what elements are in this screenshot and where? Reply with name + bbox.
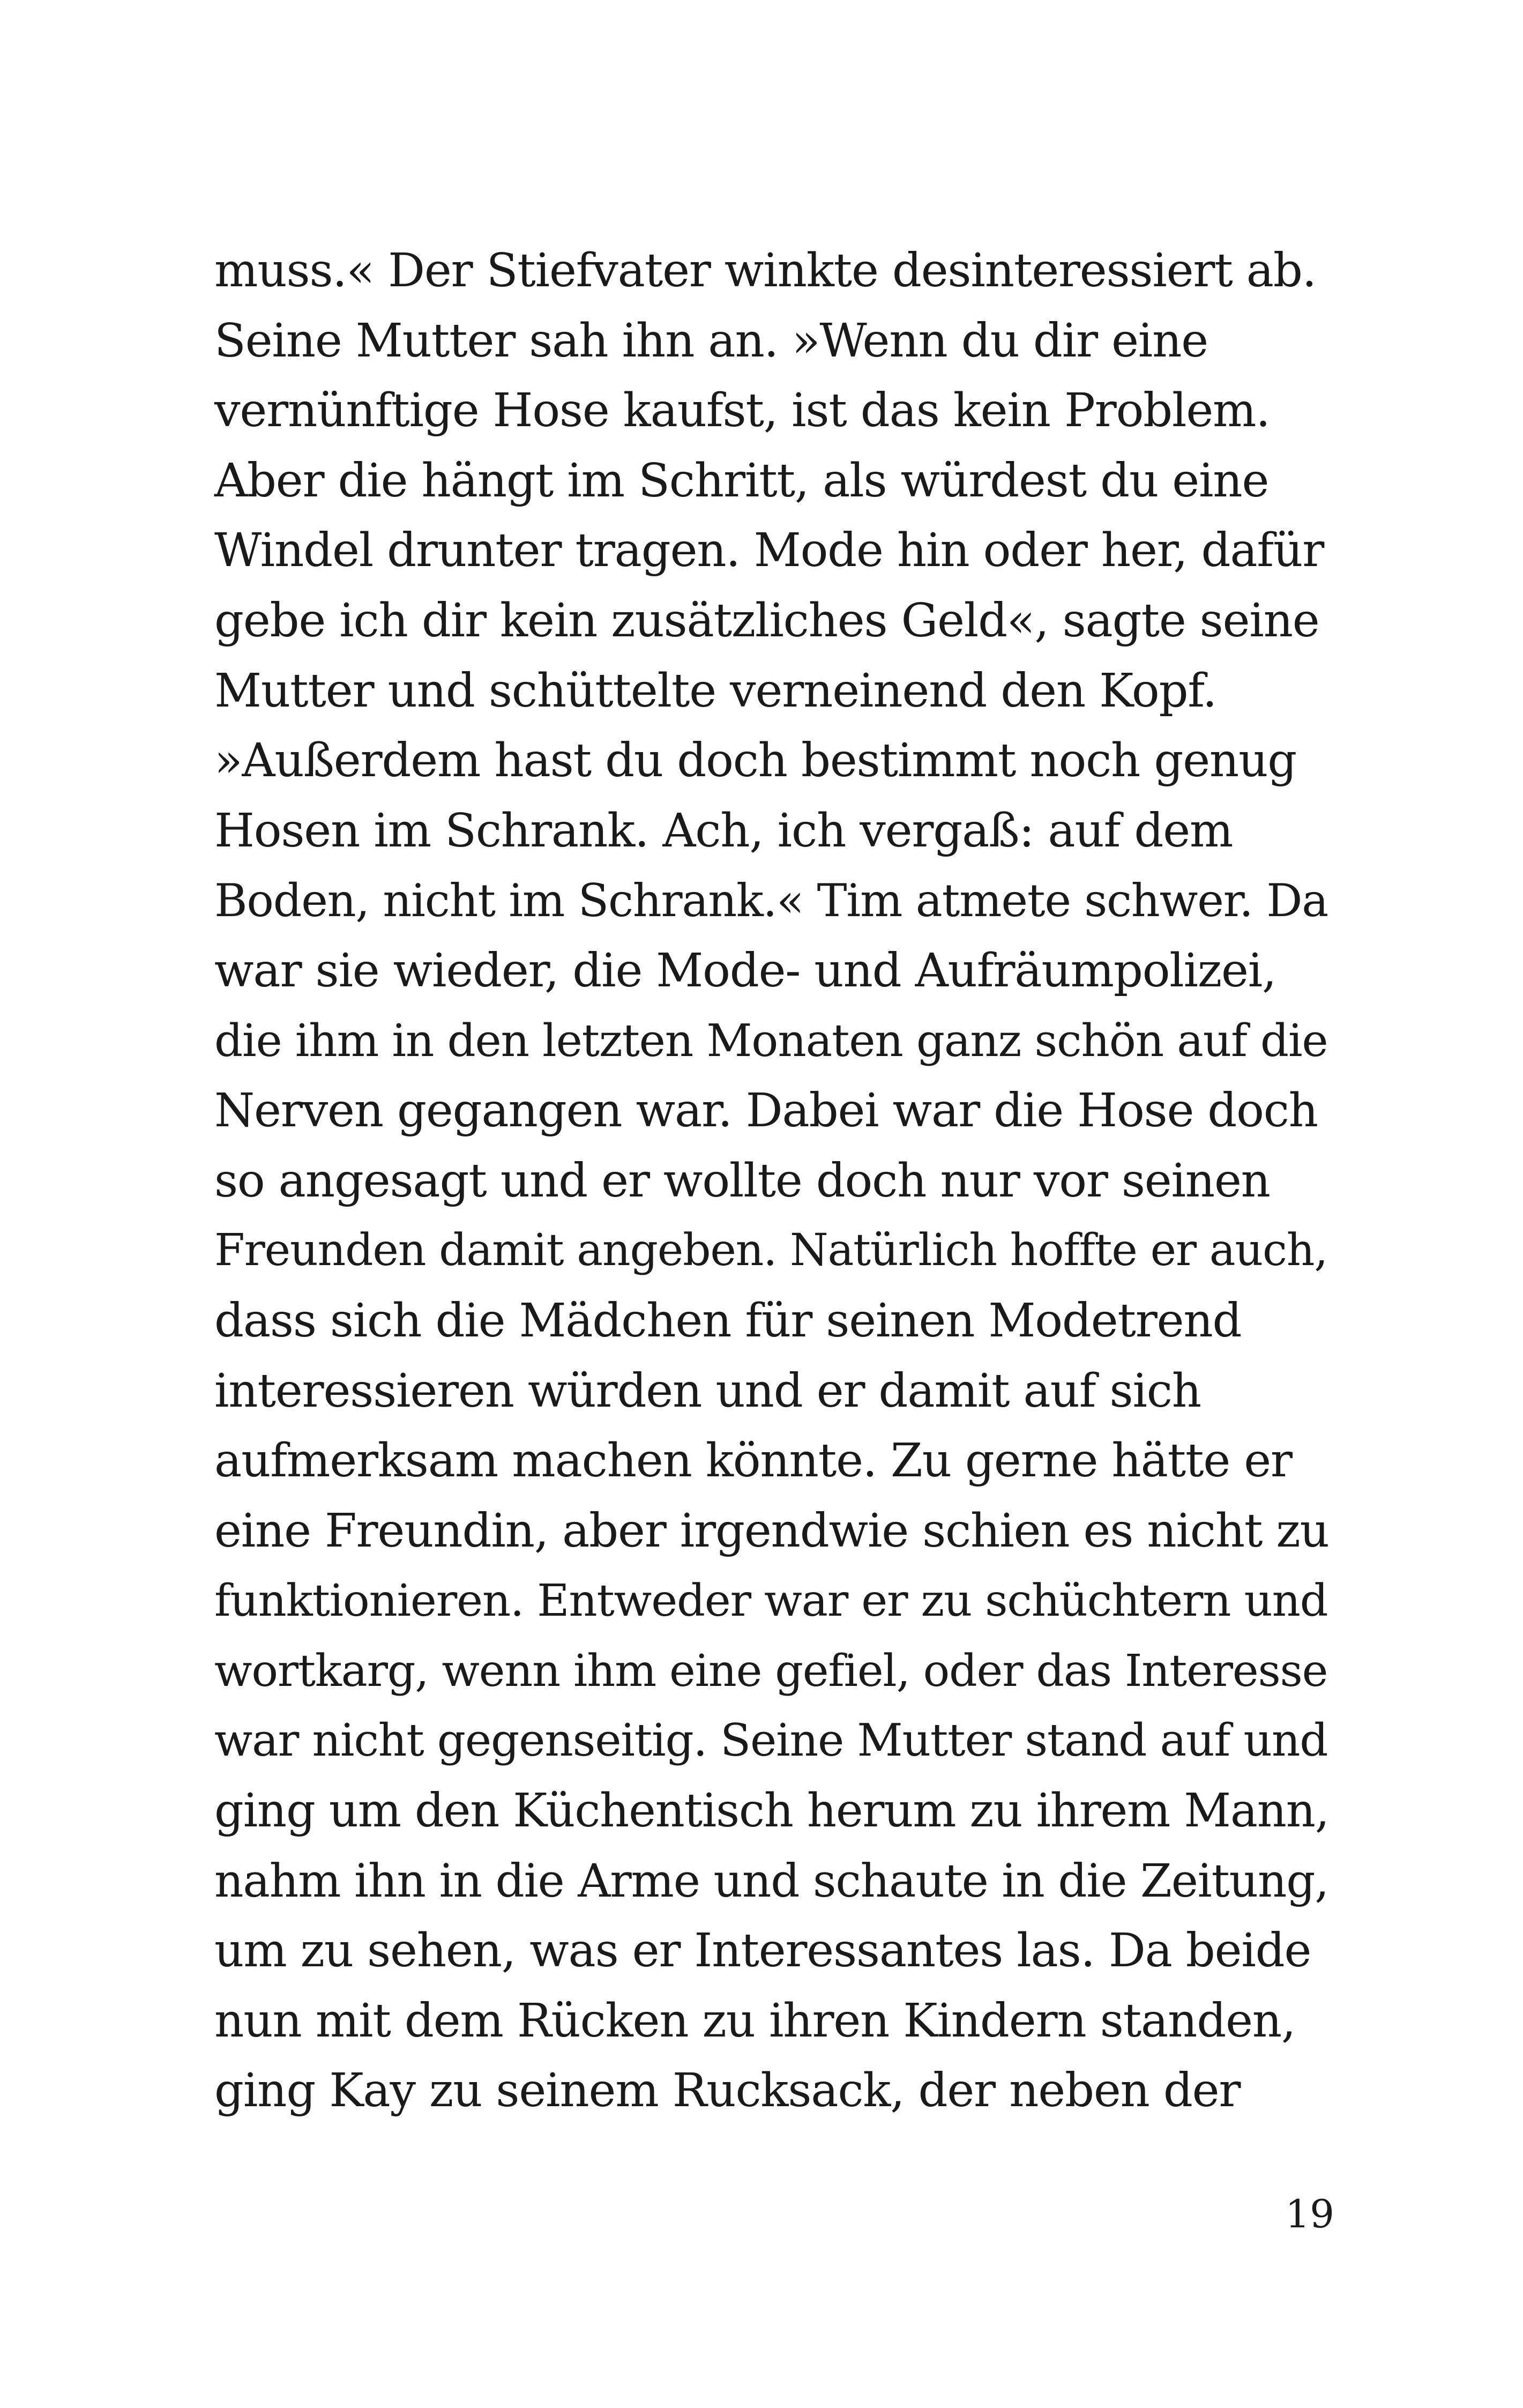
text-line: dass sich die Mädchen für seinen Modetrend bbox=[214, 1294, 1242, 1348]
text-line: die ihm in den letzten Monaten ganz schön auf die bbox=[214, 1014, 1328, 1067]
text-line: ging um den Küchentisch herum zu ihrem Mann, bbox=[214, 1784, 1329, 1838]
text-line: Hosen im Schrank. Ach, ich vergaß: auf dem bbox=[214, 804, 1233, 858]
text-line: eine Freundin, aber irgendwie schien es nicht zu bbox=[214, 1504, 1329, 1558]
text-line: Freunden damit angeben. Natürlich hoffte er auch, bbox=[214, 1225, 1328, 1276]
text-line: Windel drunter tragen. Mode hin oder her, dafür bbox=[214, 524, 1324, 578]
text-line: Boden, nicht im Schrank.« Tim atmete schwer. Da bbox=[214, 874, 1328, 927]
page-number: 19 bbox=[1285, 2191, 1334, 2236]
text-line: Mutter und schüttelte verneinend den Kopf. bbox=[214, 664, 1217, 718]
text-line: Nerven gegangen war. Dabei war die Hose doch bbox=[214, 1084, 1318, 1138]
text-line: so angesagt und er wollte doch nur vor seinen bbox=[214, 1154, 1270, 1208]
text-line: Aber die hängt im Schritt, als würdest du eine bbox=[214, 454, 1269, 508]
text-line: wortkarg, wenn ihm eine gefiel, oder das Interesse bbox=[214, 1645, 1328, 1697]
text-line: interessieren würden und er damit auf sich bbox=[214, 1364, 1201, 1418]
text-line: aufmerksam machen könnte. Zu gerne hätte er bbox=[214, 1434, 1292, 1488]
text-line: war sie wieder, die Mode- und Aufräumpolizei, bbox=[214, 943, 1276, 998]
text-line: um zu sehen, was er Interessantes las. Da beide bbox=[214, 1924, 1311, 1978]
text-line: funktionieren. Entweder war er zu schüchtern und bbox=[214, 1574, 1328, 1627]
text-line: Seine Mutter sah ihn an. »Wenn du dir eine bbox=[214, 314, 1208, 368]
text-line: »Außerdem hast du doch bestimmt noch genug bbox=[214, 734, 1297, 788]
text-line: vernünftige Hose kaufst, ist das kein Problem. bbox=[214, 384, 1270, 438]
body-text bbox=[214, 236, 1329, 2126]
text-line: nun mit dem Rücken zu ihren Kindern standen, bbox=[214, 1994, 1296, 2048]
text-line: war nicht gegenseitig. Seine Mutter stand auf und bbox=[214, 1714, 1328, 1767]
text-line: ging Kay zu seinem Rucksack, der neben der bbox=[214, 2064, 1241, 2118]
text-line: muss.« Der Stiefvater winkte desinteressiert ab. bbox=[214, 244, 1316, 298]
text-line: gebe ich dir kein zusätzliches Geld«, sagte seine bbox=[214, 593, 1319, 648]
text-line: nahm ihn in die Arme und schaute in die Zeitung, bbox=[214, 1854, 1329, 1907]
